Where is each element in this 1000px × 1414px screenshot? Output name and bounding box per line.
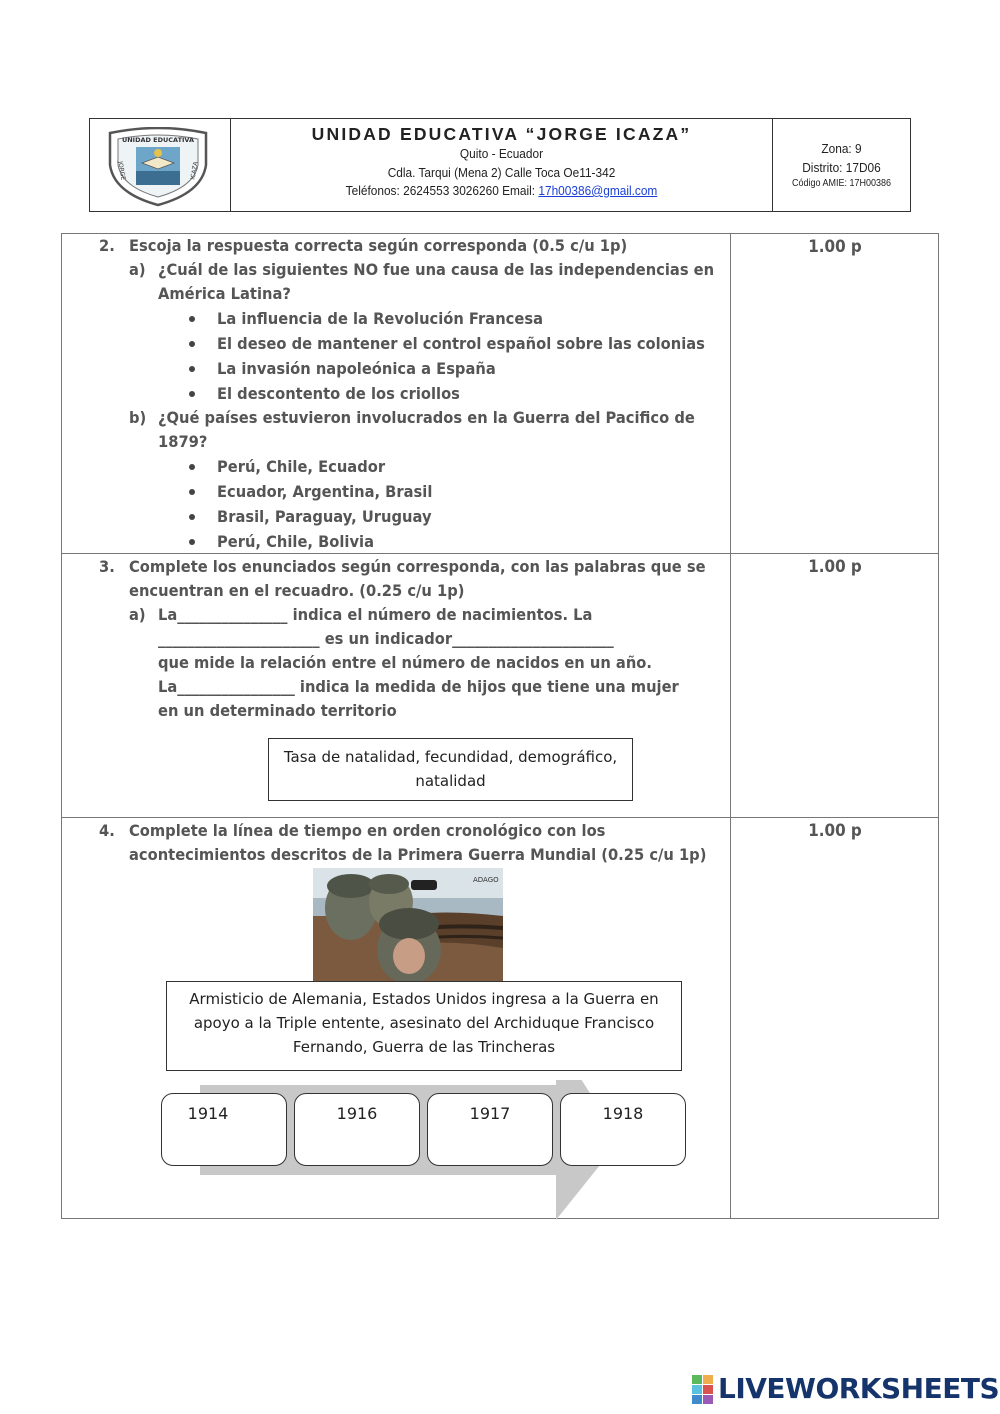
question-2b-option-1[interactable]: Perú, Chile, Ecuador [217, 457, 386, 476]
timeline-slot-1916[interactable] [294, 1093, 420, 1166]
school-phones: Teléfonos: 2624553 3026260 Email: [345, 183, 539, 198]
question-2a-option-4[interactable]: El descontento de los criollos [217, 384, 460, 403]
question-2b-option-4[interactable]: Perú, Chile, Bolivia [217, 532, 374, 551]
liveworksheets-logo-icon [692, 1375, 714, 1405]
question-2a-text-1: ¿Cuál de las siguientes NO fue una causa de las independencias en [158, 260, 715, 279]
question-3-title-1: Complete los enunciados según corresponda, con las palabras que se [129, 557, 706, 576]
question-2b-letter: b) [129, 408, 147, 427]
events-line-2: apoyo a la Triple entente, asesinato del Archiduque Francisco [193, 1014, 655, 1032]
word-bank-line-1: Tasa de natalidad, fecundidad, demográfico, [283, 748, 618, 766]
soldiers-illustration [313, 868, 503, 981]
question-2a-option-1[interactable]: La influencia de la Revolución Francesa [217, 309, 543, 328]
bullet-icon [189, 341, 195, 347]
zone: Zona: 9 [821, 141, 862, 156]
school-address: Cdla. Tarqui (Mena 2) Calle Toca Oe11-342 [387, 164, 616, 180]
amie-code: Código AMIE: 17H00386 [791, 178, 892, 189]
events-line-1: Armisticio de Alemania, Estados Unidos ingresa a la Guerra en [189, 990, 659, 1008]
school-info [231, 119, 773, 211]
timeline-year: 1916 [336, 1104, 378, 1123]
question-2b-text-2: 1879? [158, 432, 208, 451]
bullet-icon [189, 464, 195, 470]
question-3a-line-5: en un determinado territorio [158, 701, 397, 720]
events-line-3: Fernando, Guerra de las Trincheras [292, 1038, 556, 1056]
question-3a-line-1: La_______________ indica el número de nacimientos. La [158, 605, 593, 624]
timeline-slot-1914[interactable] [161, 1093, 287, 1166]
question-2a-letter: a) [129, 260, 146, 279]
question-2a-option-3[interactable]: La invasión napoleónica a España [217, 359, 496, 378]
question-3a-letter: a) [129, 605, 146, 624]
timeline-slot-1917[interactable] [427, 1093, 553, 1166]
column-divider [730, 554, 731, 817]
question-2-title: Escoja la respuesta correcta según corresponda (0.5 c/u 1p) [129, 236, 628, 255]
illustration-watermark: ADAGO [473, 876, 499, 884]
question-2-number: 2. [99, 236, 115, 255]
bullet-icon [189, 489, 195, 495]
question-3-number: 3. [99, 557, 115, 576]
question-4-points: 1.00 p [808, 821, 862, 840]
district: Distrito: 17D06 [802, 160, 881, 175]
school-name: UNIDAD EDUCATIVA “JORGE ICAZA” [311, 124, 692, 144]
bullet-icon [189, 514, 195, 520]
timeline-year: 1917 [469, 1104, 511, 1123]
logo-text-left: JORGE [116, 160, 127, 181]
bullet-icon [189, 391, 195, 397]
question-2b-option-2[interactable]: Ecuador, Argentina, Brasil [217, 482, 433, 501]
logo-text-top: UNIDAD EDUCATIVA [121, 136, 195, 144]
logo-cell [90, 119, 231, 211]
timeline-year: 1918 [602, 1104, 644, 1123]
events-box [166, 981, 682, 1071]
school-logo [106, 127, 210, 207]
question-2b-option-3[interactable]: Brasil, Paraguay, Uruguay [217, 507, 432, 526]
bullet-icon [189, 539, 195, 545]
logo-text-right: ICAZA [189, 161, 200, 181]
school-contact [258, 182, 745, 201]
timeline-slot-1918[interactable] [560, 1093, 686, 1166]
question-3a-line-4: La________________ indica la medida de hijos que tiene una mujer [158, 677, 679, 696]
school-email-link[interactable]: 17h00386@gmail.com [538, 183, 658, 198]
question-4-title-1: Complete la línea de tiempo en orden cronológico con los [129, 821, 606, 840]
question-3a-line-2: ______________________ es un indicador______________________ [158, 629, 614, 648]
question-2-points: 1.00 p [808, 237, 862, 256]
school-codes [773, 119, 910, 211]
question-3a-line-3: que mide la relación entre el número de nacidos en un año. [158, 653, 652, 672]
word-bank-box [268, 738, 633, 801]
liveworksheets-wordmark: LIVEWORKSHEETS [718, 1372, 1000, 1405]
question-2a-text-2: América Latina? [158, 284, 291, 303]
column-divider [730, 818, 731, 1218]
bullet-icon [189, 316, 195, 322]
school-city: Quito - Ecuador [459, 146, 544, 161]
question-4-number: 4. [99, 821, 115, 840]
question-2b-text-1: ¿Qué países estuvieron involucrados en la Guerra del Pacifico de [158, 408, 695, 427]
question-4-title-2: acontecimientos descritos de la Primera Guerra Mundial (0.25 c/u 1p) [129, 845, 707, 864]
school-header [89, 118, 911, 212]
word-bank-line-2: natalidad [415, 772, 486, 790]
question-2a-option-2[interactable]: El deseo de mantener el control español sobre las colonias [217, 334, 705, 353]
timeline-year: 1914 [187, 1104, 229, 1123]
question-3-points: 1.00 p [808, 557, 862, 576]
question-3-title-2: encuentran en el recuadro. (0.25 c/u 1p) [129, 581, 465, 600]
column-divider [730, 234, 731, 553]
bullet-icon [189, 366, 195, 372]
